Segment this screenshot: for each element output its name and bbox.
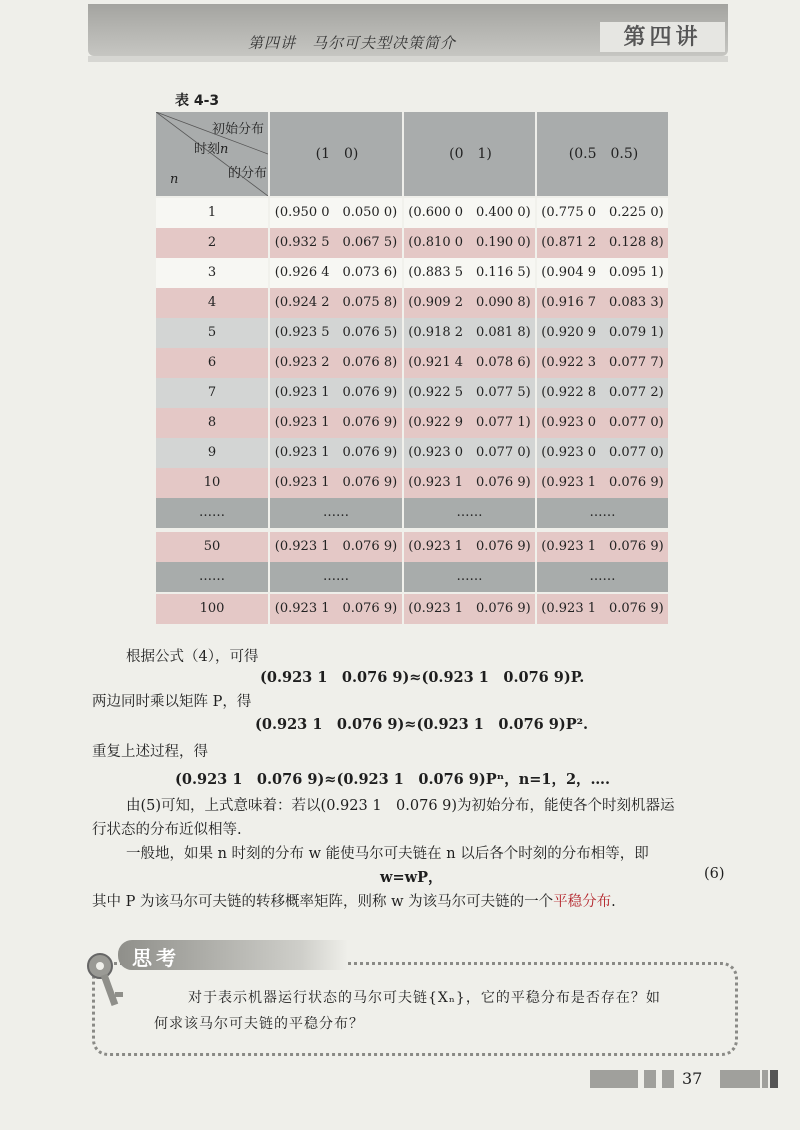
footer-bar bbox=[762, 1070, 768, 1088]
formula-3: (0.923 1 0.076 9)≈(0.923 1 0.076 9)Pⁿ，n=1，2，…. bbox=[175, 771, 611, 788]
key-icon bbox=[82, 950, 132, 1010]
cell-dist-1: …… bbox=[268, 562, 402, 592]
column-header-2: (0 1) bbox=[402, 112, 537, 196]
table-row bbox=[156, 594, 668, 624]
row-n: 6 bbox=[207, 355, 217, 370]
table-row bbox=[156, 532, 668, 562]
cell-dist-1: …… bbox=[268, 498, 402, 528]
cell-dist-3: (0.922 3 0.077 7) bbox=[535, 348, 668, 378]
table-caption: 表 4-3 bbox=[175, 93, 220, 109]
cell-dist-3: (0.775 0 0.225 0) bbox=[535, 198, 668, 228]
cell-dist-1: (0.924 2 0.075 8) bbox=[268, 288, 402, 318]
footer-bar bbox=[644, 1070, 656, 1088]
think-label: 思考 bbox=[132, 946, 180, 970]
table-row bbox=[156, 562, 668, 592]
cell-dist-3: (0.923 0 0.077 0) bbox=[535, 438, 668, 468]
table-header bbox=[156, 112, 668, 196]
cell-dist-1: (0.923 1 0.076 9) bbox=[268, 408, 402, 438]
cell-dist-1: (0.923 1 0.076 9) bbox=[268, 438, 402, 468]
cell-dist-3: (0.923 1 0.076 9) bbox=[535, 594, 668, 624]
footer-bar bbox=[662, 1070, 674, 1088]
cell-dist-2: (0.922 9 0.077 1) bbox=[402, 408, 535, 438]
table-row bbox=[156, 348, 668, 378]
cell-dist-2: (0.921 4 0.078 6) bbox=[402, 348, 535, 378]
formula-2: (0.923 1 0.076 9)≈(0.923 1 0.076 9)P². bbox=[255, 716, 589, 733]
table-row bbox=[156, 258, 668, 288]
row-n: 5 bbox=[207, 325, 217, 340]
think-question-line-2: 何求该马尔可夫链的平稳分布？ bbox=[154, 1016, 364, 1032]
cell-dist-3: …… bbox=[535, 498, 668, 528]
cell-dist-3: (0.871 2 0.128 8) bbox=[535, 228, 668, 258]
header-chapter-label: 第四讲 bbox=[600, 22, 725, 52]
cell-dist-2: …… bbox=[402, 562, 535, 592]
table-row bbox=[156, 288, 668, 318]
cell-dist-3: (0.920 9 0.079 1) bbox=[535, 318, 668, 348]
think-question-line-1: 对于表示机器运行状态的马尔可夫链{Xₙ}，它的平稳分布是否存在？如 bbox=[188, 990, 661, 1006]
table-row bbox=[156, 438, 668, 468]
row-n: 50 bbox=[203, 539, 221, 554]
cell-dist-2: (0.923 1 0.076 9) bbox=[402, 594, 535, 624]
cell-dist-3: (0.904 9 0.095 1) bbox=[535, 258, 668, 288]
table-row bbox=[156, 498, 668, 528]
body-line-3: 重复上述过程，得 bbox=[92, 744, 208, 760]
think-box bbox=[92, 962, 738, 1056]
row-n: 3 bbox=[207, 265, 217, 280]
distribution-table bbox=[156, 112, 668, 624]
row-n: 4 bbox=[207, 295, 217, 310]
cell-dist-3: (0.923 1 0.076 9) bbox=[535, 532, 668, 562]
cell-dist-1: (0.950 0 0.050 0) bbox=[268, 198, 402, 228]
cell-dist-2: (0.883 5 0.116 5) bbox=[402, 258, 535, 288]
header-n: n bbox=[170, 172, 179, 187]
formula-4: w=wP， bbox=[380, 869, 443, 886]
row-n: 1 bbox=[207, 205, 217, 220]
cell-dist-1: (0.926 4 0.073 6) bbox=[268, 258, 402, 288]
cell-dist-3: (0.923 0 0.077 0) bbox=[535, 408, 668, 438]
cell-dist-2: (0.923 0 0.077 0) bbox=[402, 438, 535, 468]
cell-dist-2: (0.923 1 0.076 9) bbox=[402, 468, 535, 498]
cell-dist-3: (0.923 1 0.076 9) bbox=[535, 468, 668, 498]
cell-dist-2: (0.918 2 0.081 8) bbox=[402, 318, 535, 348]
row-n: 10 bbox=[203, 475, 221, 490]
cell-dist-3: (0.916 7 0.083 3) bbox=[535, 288, 668, 318]
row-n: …… bbox=[199, 505, 225, 520]
cell-dist-3: (0.922 8 0.077 2) bbox=[535, 378, 668, 408]
footer-bar bbox=[590, 1070, 638, 1088]
cell-dist-2: …… bbox=[402, 498, 535, 528]
table-row bbox=[156, 468, 668, 498]
header-underline bbox=[88, 56, 728, 62]
cell-dist-1: (0.932 5 0.067 5) bbox=[268, 228, 402, 258]
column-header-3: (0.5 0.5) bbox=[535, 112, 670, 196]
row-n: 100 bbox=[199, 601, 225, 616]
row-n: …… bbox=[199, 569, 225, 584]
cell-dist-2: (0.810 0 0.190 0) bbox=[402, 228, 535, 258]
paragraph-1-line-2: 行状态的分布近似相等. bbox=[92, 822, 242, 838]
cell-dist-1: (0.923 1 0.076 9) bbox=[268, 594, 402, 624]
cell-dist-1: (0.923 1 0.076 9) bbox=[268, 378, 402, 408]
header-title: 第四讲 马尔可夫型决策简介 bbox=[248, 34, 457, 52]
row-n: 9 bbox=[207, 445, 217, 460]
row-n: 8 bbox=[207, 415, 217, 430]
paragraph-3 bbox=[92, 890, 616, 911]
cell-dist-1: (0.923 1 0.076 9) bbox=[268, 468, 402, 498]
paragraph-3-end: . bbox=[611, 894, 616, 910]
page-number: 37 bbox=[682, 1069, 703, 1088]
header-time bbox=[194, 138, 228, 157]
header-distribution: 的分布 bbox=[228, 166, 268, 181]
cell-dist-1: (0.923 2 0.076 8) bbox=[268, 348, 402, 378]
row-n: 2 bbox=[207, 235, 217, 250]
paragraph-3-text: 其中 P 为该马尔可夫链的转移概率矩阵，则称 w 为该马尔可夫链的一个 bbox=[92, 894, 554, 910]
body-line-2: 两边同时乘以矩阵 P，得 bbox=[92, 694, 252, 710]
column-header-1: (1 0) bbox=[268, 112, 404, 196]
table-row bbox=[156, 318, 668, 348]
header-time-n: n bbox=[220, 142, 229, 157]
footer-bar bbox=[770, 1070, 778, 1088]
cell-dist-1: (0.923 1 0.076 9) bbox=[268, 532, 402, 562]
table-row bbox=[156, 378, 668, 408]
cell-dist-3: …… bbox=[535, 562, 668, 592]
paragraph-1-line-1: 由(5)可知，上式意味着：若以(0.923 1 0.076 9)为初始分布，能使各个时刻机器运 bbox=[126, 798, 675, 814]
cell-dist-2: (0.922 5 0.077 5) bbox=[402, 378, 535, 408]
formula-1: (0.923 1 0.076 9)≈(0.923 1 0.076 9)P. bbox=[260, 669, 585, 686]
cell-dist-2: (0.600 0 0.400 0) bbox=[402, 198, 535, 228]
cell-dist-2: (0.909 2 0.090 8) bbox=[402, 288, 535, 318]
table-row bbox=[156, 228, 668, 258]
header-initial-distribution: 初始分布 bbox=[212, 122, 265, 137]
diagonal-header-cell bbox=[156, 112, 268, 196]
row-n: 7 bbox=[207, 385, 217, 400]
cell-dist-1: (0.923 5 0.076 5) bbox=[268, 318, 402, 348]
paragraph-2: 一般地，如果 n 时刻的分布 w 能使马尔可夫链在 n 以后各个时刻的分布相等，即 bbox=[126, 846, 649, 862]
stationary-distribution-term: 平稳分布 bbox=[553, 894, 612, 910]
equation-number: (6) bbox=[704, 866, 725, 882]
header-time-text: 时刻 bbox=[194, 142, 221, 157]
body-line-1: 根据公式（4），可得 bbox=[126, 649, 259, 665]
footer-bar bbox=[720, 1070, 760, 1088]
table-row bbox=[156, 408, 668, 438]
table-row bbox=[156, 198, 668, 228]
cell-dist-2: (0.923 1 0.076 9) bbox=[402, 532, 535, 562]
